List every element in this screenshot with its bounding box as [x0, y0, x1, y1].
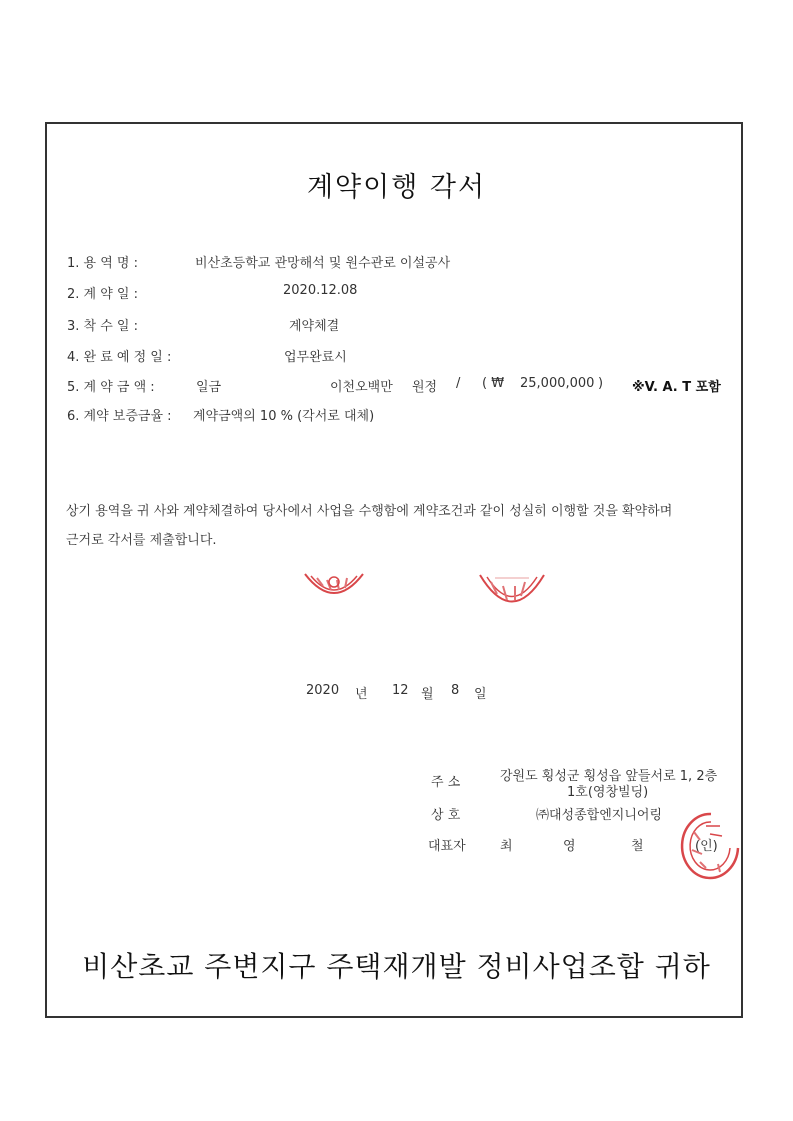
item-3-label: 3. 착 수 일 : [67, 319, 138, 334]
item-1-value: 비산초등학교 관망해석 및 원수관로 이설공사 [195, 256, 451, 271]
representative-seal [680, 810, 742, 880]
date-year: 2020 [306, 683, 340, 698]
item-5-prefix: 일금 [196, 380, 222, 395]
body-line-1: 상기 용역을 귀 사와 계약체결하여 당사에서 사업을 수행함에 계약조건과 같이 성실히 이행할 것을 확약하며 [66, 504, 673, 519]
date-month: 12 [392, 683, 409, 698]
company-name: ㈜대성종합엔지니어링 [536, 808, 663, 823]
item-5-amount: 25,000,000 [520, 376, 595, 391]
address-line-2: 1호(영창빌딩) [567, 785, 649, 800]
item-5-paren-close: ) [598, 376, 604, 391]
body-line-2: 근거로 각서를 제출합니다. [66, 533, 217, 548]
address-label: 주 소 [431, 775, 461, 790]
item-5-slash: / [456, 376, 461, 391]
item-2-value: 2020.12.08 [283, 283, 358, 298]
item-5-unit: 원정 [412, 380, 438, 395]
representative-name-2: 영 [563, 839, 576, 854]
recipient-footer: 비산초교 주변지구 주택재개발 정비사업조합 귀하 [82, 950, 711, 983]
item-5-paren-open: ( ₩ [482, 376, 505, 391]
item-6-value: 계약금액의 10 % (각서로 대체) [193, 409, 375, 424]
seal-mark: (인) [695, 839, 718, 854]
item-3-value: 계약체결 [289, 319, 340, 334]
item-6-label: 6. 계약 보증금율 : [67, 409, 172, 424]
item-2-label: 2. 계 약 일 : [67, 287, 138, 302]
item-5-words: 이천오백만 [330, 380, 393, 395]
representative-label: 대표자 [428, 839, 466, 854]
item-4-label: 4. 완 료 예 정 일 : [67, 350, 172, 365]
seal-stamp-2 [477, 572, 547, 618]
date-year-unit: 년 [355, 687, 368, 702]
item-4-value: 업무완료시 [284, 350, 347, 365]
item-5-vat: ※V. A. T 포함 [632, 380, 721, 395]
representative-name-1: 최 [500, 839, 513, 854]
date-month-unit: 월 [421, 687, 434, 702]
seal-stamp-1 [303, 572, 365, 606]
representative-name-3: 철 [631, 839, 644, 854]
date-day: 8 [451, 683, 460, 698]
company-label: 상 호 [431, 808, 461, 823]
item-5-label: 5. 계 약 금 액 : [67, 380, 155, 395]
date-day-unit: 일 [474, 687, 487, 702]
document-title: 계약이행 각서 [306, 172, 487, 203]
address-line-1: 강원도 횡성군 횡성읍 앞들서로 1, 2층 [500, 769, 718, 784]
item-1-label: 1. 용 역 명 : [67, 256, 138, 271]
